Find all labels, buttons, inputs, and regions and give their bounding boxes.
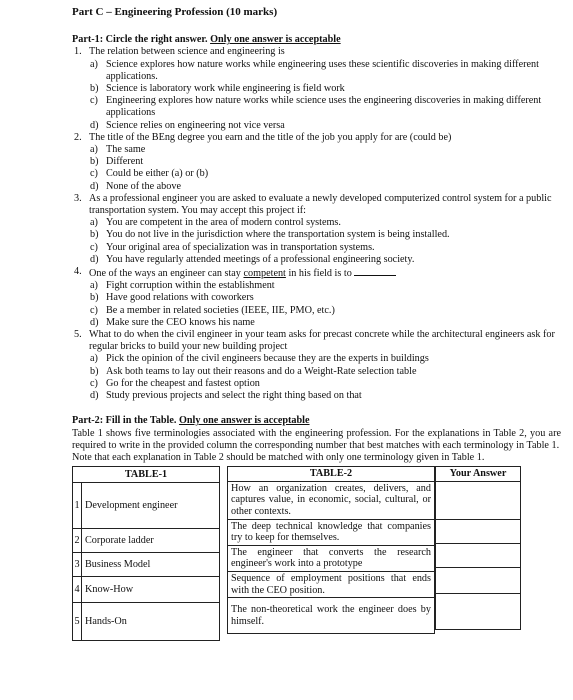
option-text: Fight corruption within the establishment	[106, 280, 275, 292]
term-number: 1	[73, 483, 82, 529]
question-text-underlined: competent	[243, 268, 286, 280]
answer-cell[interactable]	[436, 519, 521, 543]
part1-heading	[72, 34, 561, 46]
part2-heading	[72, 415, 561, 427]
option-text: You do not live in the jurisdiction where the transportation system is being installed.	[106, 229, 450, 241]
option-letter: c)	[90, 241, 98, 253]
option-5c[interactable]	[89, 378, 561, 390]
table-1-row	[73, 603, 220, 641]
option-1d[interactable]	[89, 120, 561, 132]
term-number: 3	[73, 553, 82, 577]
option-text: Could be either (a) or (b)	[106, 168, 209, 180]
question-text: What to do when the civil engineer in your team asks for precast concrete while the architectural engineers ask for regular bricks to build your new building project	[89, 329, 555, 353]
term-name: Corporate ladder	[82, 529, 220, 553]
explanation-text: The deep technical knowledge that companies try to keep for themselves.	[228, 519, 435, 545]
option-letter: c)	[90, 304, 98, 316]
option-letter: d)	[90, 390, 99, 402]
option-3b[interactable]	[89, 229, 561, 241]
option-text: Science explores how nature works while engineering uses these scientific discoveries in making different applications.	[106, 58, 539, 82]
option-5b[interactable]	[89, 366, 561, 378]
part2-note2: Note that each explanation in Table 2 should be matched with only one terminology given in Table 1.	[72, 451, 485, 463]
table-2	[227, 466, 435, 634]
part2-note: Only one answer is acceptable	[178, 415, 310, 427]
option-letter: a)	[90, 144, 98, 156]
option-5d[interactable]	[89, 390, 561, 402]
question-number: 3.	[74, 192, 82, 204]
option-letter: d)	[90, 253, 99, 265]
option-letter: c)	[90, 168, 98, 180]
option-letter: c)	[90, 95, 98, 107]
question-number: 5.	[74, 329, 82, 341]
option-2d[interactable]	[89, 181, 561, 193]
option-2b[interactable]	[89, 156, 561, 168]
explanation-text: How an organization creates, delivers, and captures value, in economic, social, cultural, or other contexts.	[228, 481, 435, 519]
question-1	[72, 46, 561, 131]
option-text: You have regularly attended meetings of a professional engineering society.	[106, 253, 415, 265]
option-list	[89, 217, 561, 266]
option-2a[interactable]	[89, 144, 561, 156]
option-text: Your original area of specialization was in transportation systems.	[106, 241, 375, 253]
option-letter: a)	[90, 353, 98, 365]
table-1-row	[73, 553, 220, 577]
question-5	[72, 329, 561, 402]
option-list	[89, 280, 561, 329]
option-letter: a)	[90, 217, 98, 229]
option-list	[89, 59, 561, 132]
option-text: None of the above	[106, 180, 181, 192]
option-2c[interactable]	[89, 168, 561, 180]
option-4c[interactable]	[89, 305, 561, 317]
option-text: Go for the cheapest and fastest option	[106, 377, 260, 389]
option-text: Pick the opinion of the civil engineers because they are the experts in buildings	[106, 353, 429, 365]
option-letter: b)	[90, 229, 99, 241]
option-4a[interactable]	[89, 280, 561, 292]
matching-tables	[72, 466, 561, 666]
option-text: Be a member in related societies (IEEE, IIE, PMO, etc.)	[106, 304, 335, 316]
table-2-header: TABLE-2	[228, 467, 435, 482]
explanation-text: Sequence of employment positions that ends with the CEO position.	[228, 572, 435, 598]
option-letter: b)	[90, 156, 99, 168]
table-2-row	[228, 545, 435, 571]
part1-heading-label: Part-1: Circle the right answer.	[72, 34, 208, 46]
table-2-row	[228, 572, 435, 598]
table-1-header: TABLE-1	[73, 467, 220, 483]
part2-instructions: Table 1 shows five terminologies associated with the engineering profession. For the explanations in Table 2, you are required to write in the provided column the corresponding number that best matches with each terminology in Table 1.	[72, 427, 561, 451]
term-number: 5	[73, 603, 82, 641]
option-letter: b)	[90, 292, 99, 304]
answer-cell[interactable]	[436, 481, 521, 519]
option-letter: d)	[90, 316, 99, 328]
term-name: Know-How	[82, 577, 220, 603]
option-text: Ask both teams to lay out their reasons and do a Weight-Rate selection table	[106, 365, 417, 377]
term-name: Development engineer	[82, 483, 220, 529]
term-name: Hands-On	[82, 603, 220, 641]
option-3c[interactable]	[89, 242, 561, 254]
table-2-row	[228, 519, 435, 545]
option-4d[interactable]	[89, 317, 561, 329]
question-list	[72, 46, 561, 402]
option-text: Science relies on engineering not vice versa	[106, 119, 285, 131]
option-letter: b)	[90, 365, 99, 377]
part2-section	[72, 415, 561, 666]
option-4b[interactable]	[89, 292, 561, 304]
answer-cell[interactable]	[436, 543, 521, 567]
option-list	[89, 353, 561, 402]
question-number: 2.	[74, 131, 82, 143]
option-letter: a)	[90, 58, 98, 70]
option-text: Have good relations with coworkers	[106, 292, 254, 304]
table-1-row	[73, 529, 220, 553]
table-1	[72, 466, 220, 641]
option-text: Science is laboratory work while engineering is field work	[106, 83, 345, 95]
table-2-row	[228, 481, 435, 519]
answer-header: Your Answer	[436, 467, 521, 482]
option-letter: b)	[90, 83, 99, 95]
question-3	[72, 193, 561, 266]
question-text-after: in his field is to	[288, 268, 352, 280]
question-4	[72, 266, 561, 329]
question-text: The relation between science and engineering is	[89, 46, 285, 58]
answer-table	[435, 466, 521, 630]
option-text: Engineering explores how nature works while science uses the engineering discoveries in making different applications	[106, 95, 542, 119]
option-text: Different	[106, 156, 144, 168]
option-letter: c)	[90, 377, 98, 389]
answer-cell[interactable]	[436, 593, 521, 629]
option-5a[interactable]	[89, 353, 561, 365]
option-text: Make sure the CEO knows his name	[106, 316, 255, 328]
term-number: 4	[73, 577, 82, 603]
question-text-before: One of the ways an engineer can stay	[89, 268, 241, 280]
explanation-text: The engineer that converts the research engineer's work into a prototype	[228, 545, 435, 571]
part-title: Part C – Engineering Profession (10 marks)	[72, 6, 278, 18]
table-2-row	[228, 598, 435, 634]
question-number: 1.	[74, 46, 82, 58]
option-1c[interactable]	[89, 95, 561, 119]
answer-blank[interactable]	[354, 266, 396, 276]
option-letter: d)	[90, 119, 99, 131]
table-1-row	[73, 577, 220, 603]
option-text: The same	[106, 144, 146, 156]
part2-heading-label: Part-2: Fill in the Table.	[72, 415, 177, 427]
option-list	[89, 144, 561, 193]
option-3a[interactable]	[89, 217, 561, 229]
option-3d[interactable]	[89, 254, 561, 266]
question-text: The title of the BEng degree you earn and the title of the job you apply for are (could be)	[89, 131, 452, 143]
option-1a[interactable]	[89, 59, 561, 83]
option-letter: a)	[90, 280, 98, 292]
question-text: As a professional engineer you are asked to evaluate a newly developed computerized control system for a public transportation system. You may accept this project if:	[89, 192, 552, 217]
option-letter: d)	[90, 180, 99, 192]
term-number: 2	[73, 529, 82, 553]
question-2	[72, 132, 561, 193]
part1-note: Only one answer is acceptable	[210, 34, 341, 46]
option-1b[interactable]	[89, 83, 561, 95]
answer-cell[interactable]	[436, 567, 521, 593]
table-1-row	[73, 483, 220, 529]
option-text: You are competent in the area of modern control systems.	[106, 217, 341, 229]
term-name: Business Model	[82, 553, 220, 577]
explanation-text: The non-theoretical work the engineer does by himself.	[228, 598, 435, 634]
question-number: 4.	[74, 266, 82, 278]
option-text: Study previous projects and select the right thing based on that	[106, 390, 362, 402]
